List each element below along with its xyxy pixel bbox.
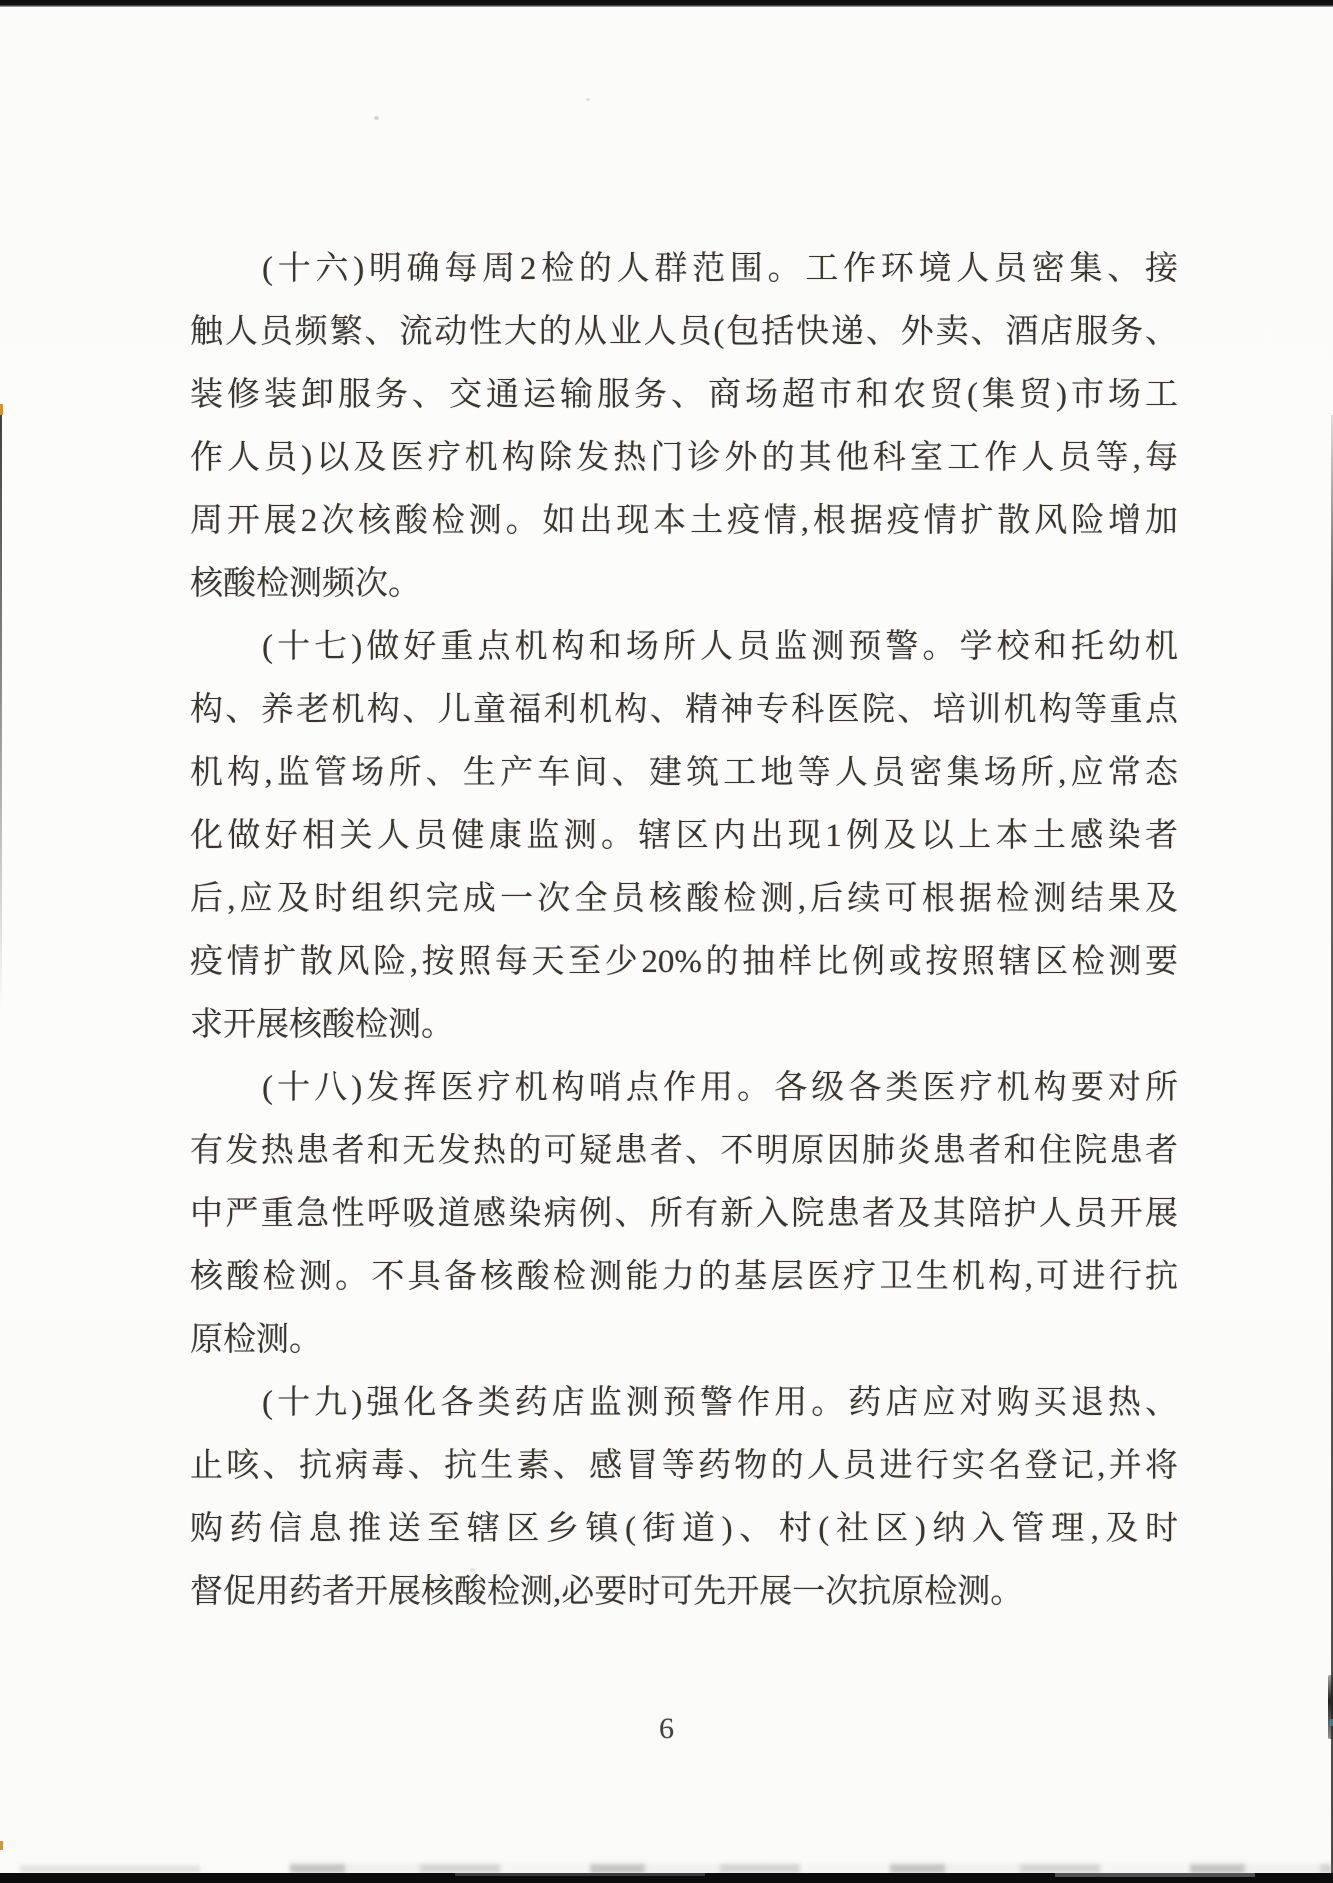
text-line: 机构,监管场所、生产车间、建筑工地等人员密集场所,应常态	[190, 755, 1178, 791]
text-line: 原检测。	[190, 1322, 322, 1358]
text-line: 核酸检测频次。	[190, 566, 421, 602]
scan-speck	[374, 116, 379, 120]
scan-speck	[586, 98, 590, 101]
text-line: 购药信息推送至辖区乡镇(街道)、村(社区)纳入管理,及时	[190, 1511, 1178, 1547]
scan-edge-line-left	[0, 408, 2, 1008]
text-line: 止咳、抗病毒、抗生素、感冒等药物的人员进行实名登记,并将	[190, 1448, 1178, 1484]
text-line: (十九)强化各类药店监测预警作用。药店应对购买退热、	[262, 1385, 1178, 1421]
page-number: 6	[659, 1712, 674, 1745]
text-line: 求开展核酸检测。	[190, 1007, 454, 1043]
text-line: 装修装卸服务、交通运输服务、商场超市和农贸(集贸)市场工	[190, 377, 1178, 413]
scan-fleck-orange	[0, 404, 3, 415]
scan-smudge-bottom-left	[20, 1866, 200, 1872]
text-line: 中严重急性呼吸道感染病例、所有新入院患者及其陪护人员开展	[190, 1196, 1178, 1232]
scan-smudge-bottom	[290, 1864, 1333, 1873]
paragraph-19	[190, 1372, 1178, 1624]
text-line: (十六)明确每周2检的人群范围。工作环境人员密集、接	[262, 251, 1178, 287]
scan-bar-patch	[1055, 1873, 1255, 1877]
text-line: 周开展2次核酸检测。如出现本土疫情,根据疫情扩散风险增加	[190, 503, 1178, 539]
paragraph-17	[190, 616, 1178, 1057]
text-line: 核酸检测。不具备核酸检测能力的基层医疗卫生机构,可进行抗	[190, 1259, 1178, 1295]
text-block	[190, 238, 1178, 1624]
text-line: 化做好相关人员健康监测。辖区内出现1例及以上本土感染者	[190, 818, 1178, 854]
text-line: 督促用药者开展核酸检测,必要时可先开展一次抗原检测。	[190, 1574, 1024, 1610]
text-line: 构、养老机构、儿童福利机构、精神专科医院、培训机构等重点	[190, 692, 1178, 728]
text-line: (十七)做好重点机构和场所人员监测预警。学校和托幼机	[262, 629, 1178, 665]
scan-bar-patch	[455, 1873, 705, 1876]
text-line: 触人员频繁、流动性大的从业人员(包括快递、外卖、酒店服务、	[190, 314, 1178, 350]
text-line: 疫情扩散风险,按照每天至少20%的抽样比例或按照辖区检测要	[190, 944, 1178, 980]
paragraph-18	[190, 1057, 1178, 1372]
text-line: 作人员)以及医疗机构除发热门诊外的其他科室工作人员等,每	[190, 440, 1178, 476]
scan-edge-bar-top	[0, 0, 1333, 7]
scan-edge-bar-bottom	[0, 1873, 1333, 1883]
paragraph-16	[190, 238, 1178, 616]
text-line: 后,应及时组织完成一次全员核酸检测,后续可根据检测结果及	[190, 881, 1178, 917]
text-line: 有发热患者和无发热的可疑患者、不明原因肺炎患者和住院患者	[190, 1133, 1178, 1169]
text-line: (十八)发挥医疗机构哨点作用。各级各类医疗机构要对所	[262, 1070, 1178, 1106]
scan-fleck-orange	[0, 1841, 3, 1850]
